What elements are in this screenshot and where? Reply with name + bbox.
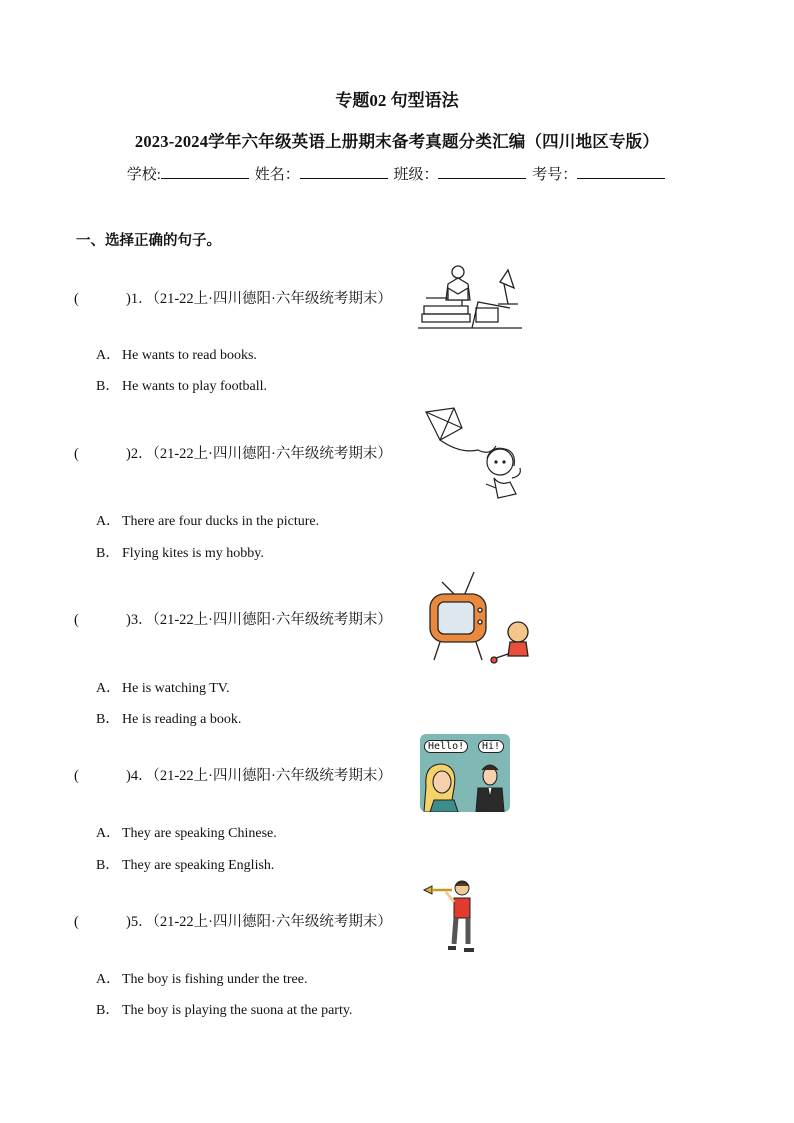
option-b[interactable]: B． The boy is playing the suona at the party.: [96, 1003, 353, 1018]
option-a[interactable]: A． The boy is fishing under the tree.: [96, 972, 308, 987]
question-source: （21-22上·四川德阳·六年级统考期末）: [152, 612, 392, 628]
question-source: （21-22上·四川德阳·六年级统考期末）: [152, 446, 392, 462]
question-number: 5．: [130, 914, 153, 930]
section-heading: 一、选择正确的句子。: [76, 233, 221, 249]
page-title: 专题02 句型语法: [335, 91, 459, 110]
class-field[interactable]: [438, 164, 526, 179]
speech-bubble-hello: Hello!: [424, 740, 468, 753]
option-a[interactable]: A． He wants to read books.: [96, 348, 257, 363]
answer-blank[interactable]: (: [74, 768, 79, 784]
question-number: 3．: [130, 612, 153, 628]
option-b[interactable]: B． He is reading a book.: [96, 712, 242, 727]
answer-blank[interactable]: (: [74, 291, 79, 307]
school-label: 学校:: [126, 167, 161, 183]
option-a[interactable]: A． He is watching TV.: [96, 681, 230, 696]
question-number: 4．: [130, 768, 153, 784]
exam-number-label: 考号：: [532, 167, 578, 183]
man-reading-books-icon: [418, 258, 524, 332]
option-b[interactable]: B． Flying kites is my hobby.: [96, 546, 264, 561]
question-number: 1．: [130, 291, 153, 307]
page-subtitle: 2023-2024学年六年级英语上册期末备考真题分类汇编（四川地区专版）: [134, 132, 660, 151]
option-b[interactable]: B． They are speaking English.: [96, 858, 275, 873]
answer-blank[interactable]: (: [74, 612, 79, 628]
name-label: 姓名：: [254, 167, 300, 183]
child-watching-tv-icon: [424, 568, 536, 668]
question-4: ( )4．（21-22上·四川德阳·六年级统考期末）: [74, 768, 392, 784]
option-b[interactable]: B． He wants to play football.: [96, 379, 268, 394]
answer-blank[interactable]: (: [74, 914, 79, 930]
option-a[interactable]: A． They are speaking Chinese.: [96, 826, 277, 841]
girl-flying-kite-icon: [420, 406, 524, 504]
option-a[interactable]: A． There are four ducks in the picture.: [96, 514, 320, 529]
question-source: （21-22上·四川德阳·六年级统考期末）: [152, 914, 392, 930]
answer-blank[interactable]: (: [74, 446, 79, 462]
name-field[interactable]: [300, 164, 388, 179]
exam-number-field[interactable]: [577, 164, 665, 179]
class-label: 班级：: [393, 167, 439, 183]
question-source: （21-22上·四川德阳·六年级统考期末）: [152, 291, 392, 307]
people-greeting-icon: [420, 734, 510, 812]
school-field[interactable]: [161, 164, 249, 179]
question-3: ( )3．（21-22上·四川德阳·六年级统考期末）: [74, 612, 392, 628]
boy-playing-trumpet-icon: [422, 878, 482, 956]
speech-bubble-hi: Hi!: [478, 740, 504, 753]
question-number: 2．: [130, 446, 153, 462]
question-source: （21-22上·四川德阳·六年级统考期末）: [152, 768, 392, 784]
question-5: ( )5．（21-22上·四川德阳·六年级统考期末）: [74, 914, 392, 930]
question-1: ( )1．（21-22上·四川德阳·六年级统考期末）: [74, 291, 392, 307]
student-info-line: [0, 163, 794, 184]
question-2: ( )2．（21-22上·四川德阳·六年级统考期末）: [74, 446, 392, 462]
